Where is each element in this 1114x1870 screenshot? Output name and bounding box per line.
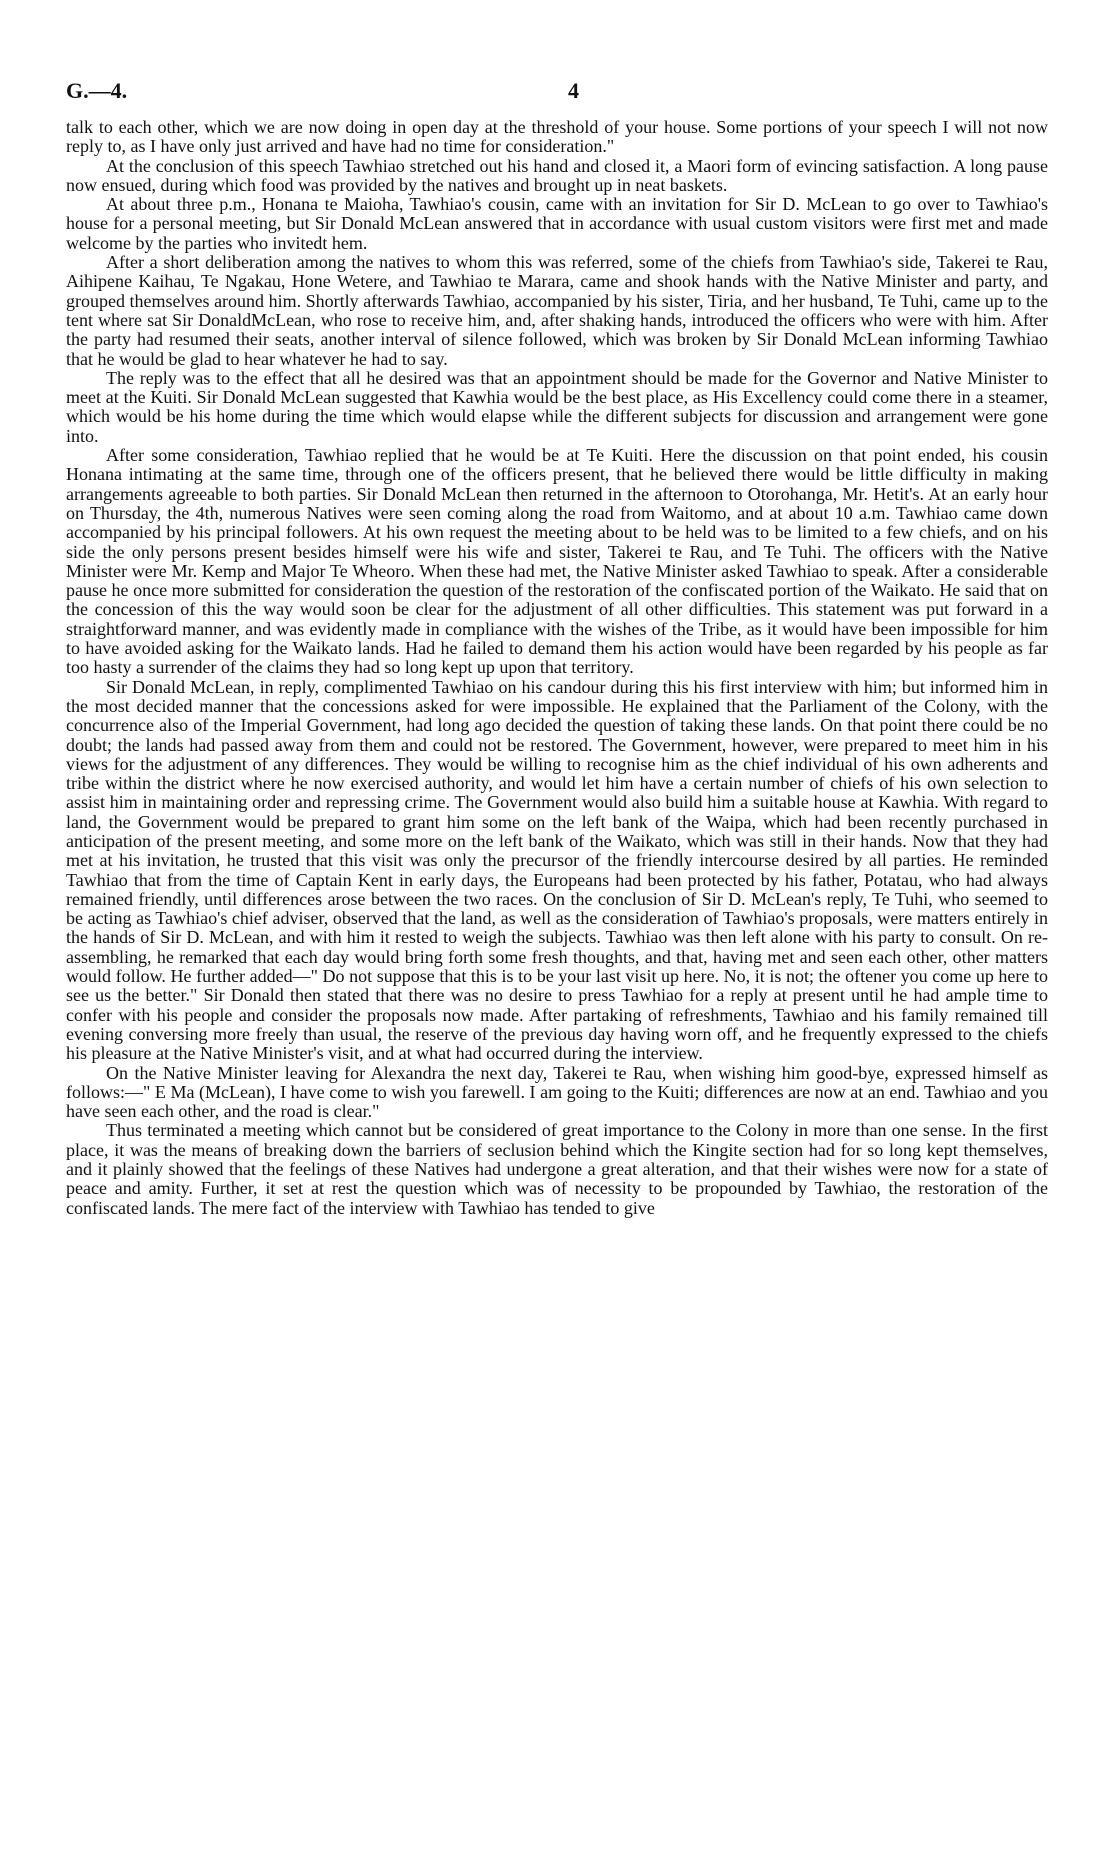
paragraph: talk to each other, which we are now doing in open day at the threshold of your house. Some portions of your speech I will not now reply to, as I have only just arrived and have had no time for consideration." <box>66 117 1048 157</box>
page-header <box>66 78 1048 114</box>
paragraph: The reply was to the effect that all he desired was that an appointment should be made for the Governor and Native Minister to meet at the Kuiti. Sir Donald McLean suggested that Kawhia would be the best place, as His Excellency could come there in a steamer, which would be his home during the time which would elapse while the different subjects for discussion and arrangement were gone into. <box>66 367 1048 446</box>
body-text <box>66 118 1048 1218</box>
paragraph: Sir Donald McLean, in reply, complimented Tawhiao on his candour during this his first interview with him; but informed him in the most decided manner that the concessions asked for were impossible. He explained that the Parliament of the Colony, with the concurrence also of the Imperial Government, had long ago decided the question of taking these lands. On that point there could be no doubt; the lands had passed away from them and could not be restored. The Government, however, were prepared to meet him in his views for the adjustment of any differences. They would be willing to recognise him as the chief individual of his own adherents and tribe within the district where he now exercised authority, and would let him have a certain number of chiefs of his own selection to assist him in maintaining order and repressing crime. The Government would also build him a suitable house at Kawhia. With regard to land, the Government would be prepared to grant him some on the left bank of the Waipa, which had been recently purchased in anticipation of the present meeting, and some more on the left bank of the Waikato, which was still in their hands. Now that they had met at his invitation, he trusted that this visit was only the precursor of the friendly intercourse desired by all parties. He reminded Tawhiao that from the time of Captain Kent in early days, the Europeans had been protected by his father, Potatau, who had always remained friendly, until differences arose between the two races. On the conclusion of Sir D. McLean's reply, Te Tuhi, who seemed to be acting as Tawhiao's chief adviser, observed that the land, as well as the consideration of Tawhiao's proposals, were matters entirely in the hands of Sir D. McLean, and with him it rested to weigh the subjects. Tawhiao was then left alone with his party to consult. On re-assembling, he remarked that each day would bring forth some fresh thoughts, and that, having met and seen each other, other matters would follow. He further added—" Do not suppose that this is to be your last visit up here. No, it is not; the oftener you come up here to see us the better." Sir Donald then stated that there was no desire to press Tawhiao for a reply at present until he had ample time to confer with his people and consider the proposals now made. After partaking of refreshments, Tawhiao and his family remained till evening conversing more freely than usual, the reserve of the previous day having worn off, and he frequently expressed to the chiefs his pleasure at the Native Minister's visit, and at what had occurred during the interview. <box>66 676 1048 1064</box>
paragraph: At the conclusion of this speech Tawhiao stretched out his hand and closed it, a Maori form of evincing satisfaction. A long pause now ensued, during which food was provided by the natives and brought up in neat baskets. <box>66 155 1048 195</box>
paragraph: At about three p.m., Honana te Maioha, Tawhiao's cousin, came with an invitation for Sir D. McLean to go over to Tawhiao's house for a personal meeting, but Sir Donald McLean answered that in accordance with usual custom visitors were first met and made welcome by the parties who invitedt hem. <box>66 194 1048 253</box>
paragraph: On the Native Minister leaving for Alexandra the next day, Takerei te Rau, when wishing him good-bye, expressed himself as follows:—" E Ma (McLean), I have come to wish you farewell. I am going to the Kuiti; differences are now at an end. Tawhiao and you have seen each other, and the road is clear." <box>66 1062 1048 1122</box>
document-reference: G.—4. <box>66 78 128 103</box>
page-number: 4 <box>568 78 579 103</box>
paragraph: After some consideration, Tawhiao replied that he would be at Te Kuiti. Here the discussion on that point ended, his cousin Honana intimating at the same time, through one of the officers present, that he believed there would be little difficulty in making arrangements agreeable to both parties. Sir Donald McLean then returned in the afternoon to Otorohanga, Mr. Hetit's. At an early hour on Thursday, the 4th, numerous Natives were seen coming along the road from Waitomo, and at about 10 a.m. Tawhiao came down accompanied by his principal followers. At his own request the meeting about to be held was to be limited to a few chiefs, and on his side the only persons present besides himself were his wife and sister, Takerei te Rau, and Te Tuhi. The officers with the Native Minister were Mr. Kemp and Major Te Wheoro. When these had met, the Native Minister asked Tawhiao to speak. After a considerable pause he once more submitted for consideration the question of the restoration of the confiscated portion of the Waikato. He said that on the concession of this the way would soon be clear for the adjustment of all other difficulties. This statement was put forward in a straightforward manner, and was evidently made in compliance with the wishes of the Tribe, as it would have been impossible for him to have avoided asking for the Waikato lands. Had he failed to demand them his action would have been regarded by his people as far too hasty a surrender of the claims they had so long kept up upon that territory. <box>66 445 1048 678</box>
paragraph: After a short deliberation among the natives to whom this was referred, some of the chiefs from Tawhiao's side, Takerei te Rau, Aihipene Kaihau, Te Ngakau, Hone Wetere, and Tawhiao te Marara, came and shook hands with the Native Minister and party, and grouped themselves around him. Shortly afterwards Tawhiao, accompanied by his sister, Tiria, and her husband, Te Tuhi, came up to the tent where sat Sir DonaldMcLean, who rose to receive him, and, after shaking hands, introduced the officers who were with him. After the party had resumed their seats, another interval of silence followed, which was broken by Sir Donald McLean informing Tawhiao that he would be glad to hear whatever he had to say. <box>66 252 1048 369</box>
paragraph: Thus terminated a meeting which cannot but be considered of great importance to the Colony in more than one sense. In the first place, it was the means of breaking down the barriers of seclusion behind which the Kingite section had for so long kept themselves, and it plainly showed that the feelings of these Natives had undergone a great alteration, and that their wishes were now for a state of peace and amity. Further, it set at rest the question which was of necessity to be propounded by Tawhiao, the restoration of the confiscated lands. The mere fact of the interview with Tawhiao has tended to give <box>66 1120 1048 1218</box>
